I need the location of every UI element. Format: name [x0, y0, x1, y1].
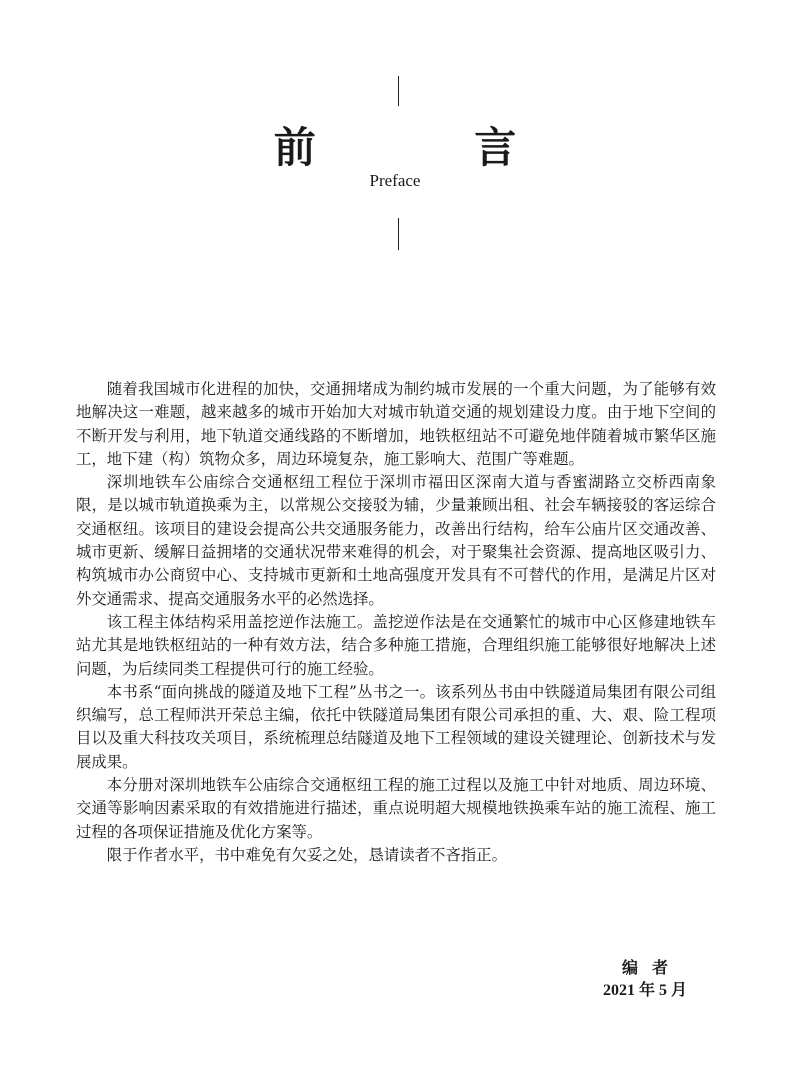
signature-author: 编者 [621, 958, 682, 977]
paragraph: 限于作者水平，书中难免有欠妥之处，恳请读者不吝指正。 [106, 845, 507, 864]
page-title: 前 言 [273, 123, 589, 172]
top-decorative-line [398, 76, 399, 106]
paragraph: 随着我国城市化进程的加快，交通拥堵成为制约城市发展的一个重大问题，为了能够有效地解决这一难题，越来越多的城市开始加大对城市轨道交通的规划建设力度。由于地下空间的不断开发与利用，地下轨道交通线路的不断增加，地铁枢纽站不可避免地伴随着城市繁华区施工，地下建（构）筑物众多，周边环境复杂，施工影响大、范围广等难题。 [76, 380, 716, 468]
paragraph: 该工程主体结构采用盖挖逆作法施工。盖挖逆作法是在交通繁忙的城市中心区修建地铁车站尤其是地铁枢纽站的一种有效方法，结合多种施工措施，合理组织施工能够很好地解决上述问题，为后续同类工程提供可行的施工经验。 [76, 612, 716, 678]
bottom-decorative-line [398, 218, 399, 250]
paragraph: 本书系“面向挑战的隧道及地下工程”丛书之一。该系列丛书由中铁隧道局集团有限公司组织编写，总工程师洪开荣总主编，依托中铁隧道局集团有限公司承担的重、大、艰、险工程项目以及重大科技攻关项目，系统梳理总结隧道及地下工程领域的建设关键理论、创新技术与发展成果。 [76, 682, 716, 771]
page-subtitle: Preface [369, 171, 421, 190]
paragraph: 本分册对深圳地铁车公庙综合交通枢纽工程的施工过程以及施工中针对地质、周边环境、交通等影响因素采取的有效措施进行描述，重点说明超大规模地铁换乘车站的施工流程、施工过程的各项保证措施及优化方案等。 [76, 776, 716, 841]
paragraph: 深圳地铁车公庙综合交通枢纽工程位于深圳市福田区深南大道与香蜜湖路立交桥西南象限，是以城市轨道换乘为主，以常规公交接驳为辅，少量兼顾出租、社会车辆接驳的客运综合交通枢纽。该项目的建设会提高公共交通服务能力，改善出行结构，给车公庙片区交通改善、城市更新、缓解日益拥堵的交通状况带来难得的机会，对于聚集社会资源、提高地区吸引力、构筑城市办公商贸中心、支持城市更新和土地高强度开发具有不可替代的作用，是满足片区对外交通需求、提高交通服务水平的必然选择。 [76, 473, 716, 608]
preface-body [76, 378, 716, 867]
signature-date: 2021 年 5 月 [602, 982, 687, 999]
